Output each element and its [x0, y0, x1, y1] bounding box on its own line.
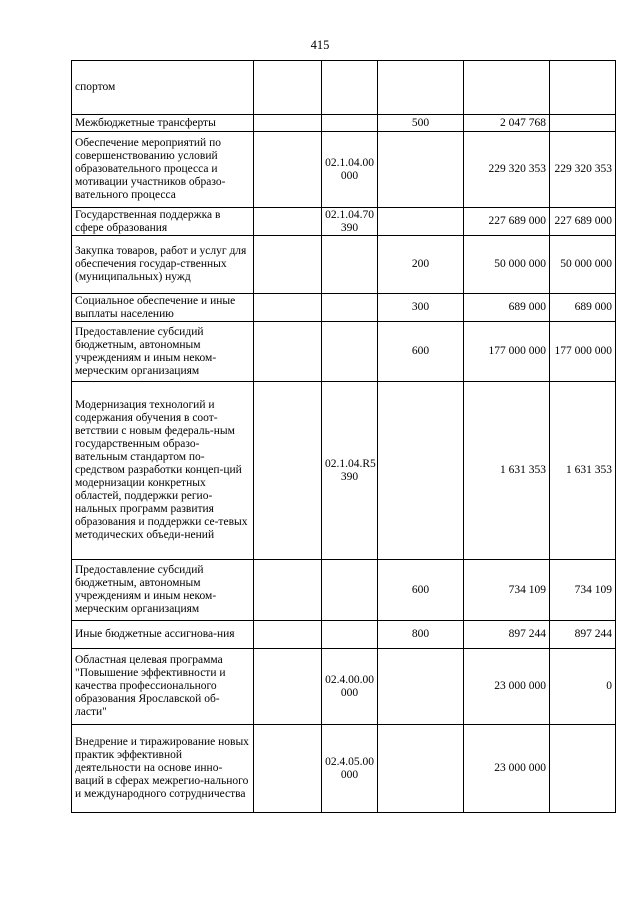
table-row [72, 725, 616, 813]
row-amount2-cell: 229 320 353 [550, 132, 616, 208]
row-name-cell: Государственная поддержка в сфере образования [72, 208, 254, 236]
row-amount1-cell: 897 244 [464, 621, 550, 649]
table-row [72, 621, 616, 649]
row-empty-cell [254, 236, 322, 294]
row-amount1-cell: 23 000 000 [464, 649, 550, 725]
row-code-cell [322, 61, 378, 115]
table-row [72, 294, 616, 322]
row-name-cell: спортом [72, 61, 254, 115]
row-code-cell: 02.4.00.00 000 [322, 649, 378, 725]
budget-table [71, 60, 616, 813]
row-amount1-cell [464, 61, 550, 115]
row-amount1-cell: 2 047 768 [464, 115, 550, 132]
row-code-cell [322, 294, 378, 322]
row-amount1-cell: 50 000 000 [464, 236, 550, 294]
row-name-cell: Предоставление субсидий бюджетным, автономным учреждениям и иным неком-мерческим организациям [72, 322, 254, 382]
table-row [72, 382, 616, 560]
row-empty-cell [254, 61, 322, 115]
row-code-cell [322, 115, 378, 132]
row-amount1-cell: 689 000 [464, 294, 550, 322]
row-type-cell [378, 61, 464, 115]
table-row [72, 132, 616, 208]
row-type-cell: 200 [378, 236, 464, 294]
row-empty-cell [254, 649, 322, 725]
row-amount1-cell: 177 000 000 [464, 322, 550, 382]
table-row [72, 208, 616, 236]
row-name-cell: Предоставление субсидий бюджетным, автономным учреждениям и иным неком-мерческим организациям [72, 560, 254, 621]
row-code-cell: 02.4.05.00 000 [322, 725, 378, 813]
row-type-cell [378, 382, 464, 560]
row-amount2-cell: 177 000 000 [550, 322, 616, 382]
row-name-cell: Модернизация технологий и содержания обучения в соот-ветствии с новым федераль-ным государственным образо-вательным стандартом по-средством разработки концеп-ций модернизации конкретных областей, поддержки регио-нальных программ развития образования и поддержки се-тевых методических объеди-нений [72, 382, 254, 560]
row-code-cell: 02.1.04.00 000 [322, 132, 378, 208]
row-amount2-cell: 734 109 [550, 560, 616, 621]
row-code-cell [322, 560, 378, 621]
row-empty-cell [254, 382, 322, 560]
row-type-cell [378, 649, 464, 725]
row-code-cell: 02.1.04.R5 390 [322, 382, 378, 560]
row-amount2-cell: 227 689 000 [550, 208, 616, 236]
row-empty-cell [254, 132, 322, 208]
table-row [72, 115, 616, 132]
row-empty-cell [254, 294, 322, 322]
page-number: 415 [310, 38, 330, 52]
row-code-cell [322, 621, 378, 649]
row-name-cell: Социальное обеспечение и иные выплаты населению [72, 294, 254, 322]
row-type-cell: 500 [378, 115, 464, 132]
row-amount1-cell: 23 000 000 [464, 725, 550, 813]
row-name-cell: Областная целевая программа "Повышение эффективности и качества профессионального образования Ярославской об-ласти" [72, 649, 254, 725]
row-amount1-cell: 227 689 000 [464, 208, 550, 236]
row-empty-cell [254, 725, 322, 813]
row-code-cell [322, 236, 378, 294]
row-type-cell: 600 [378, 560, 464, 621]
row-amount2-cell: 50 000 000 [550, 236, 616, 294]
row-amount2-cell: 1 631 353 [550, 382, 616, 560]
row-name-cell: Закупка товаров, работ и услуг для обеспечения государ-ственных (муниципальных) нужд [72, 236, 254, 294]
row-name-cell: Обеспечение мероприятий по совершенствованию условий образовательного процесса и мотивации участников образо-вательного процесса [72, 132, 254, 208]
row-amount2-cell: 897 244 [550, 621, 616, 649]
row-type-cell [378, 208, 464, 236]
row-name-cell: Внедрение и тиражирование новых практик эффективной деятельности на основе инно-ваций в сферах межрегио-нального и международного сотрудничества [72, 725, 254, 813]
row-amount2-cell: 0 [550, 649, 616, 725]
row-type-cell: 600 [378, 322, 464, 382]
row-name-cell: Иные бюджетные ассигнова-ния [72, 621, 254, 649]
budget-table-body [72, 61, 616, 813]
table-row [72, 61, 616, 115]
row-amount1-cell: 734 109 [464, 560, 550, 621]
table-row [72, 322, 616, 382]
row-amount2-cell [550, 725, 616, 813]
row-empty-cell [254, 115, 322, 132]
row-empty-cell [254, 560, 322, 621]
row-type-cell [378, 725, 464, 813]
row-empty-cell [254, 208, 322, 236]
row-empty-cell [254, 621, 322, 649]
table-row [72, 560, 616, 621]
row-amount2-cell [550, 115, 616, 132]
row-amount1-cell: 1 631 353 [464, 382, 550, 560]
table-row [72, 649, 616, 725]
row-code-cell: 02.1.04.70 390 [322, 208, 378, 236]
row-code-cell [322, 322, 378, 382]
row-amount2-cell [550, 61, 616, 115]
table-row [72, 236, 616, 294]
row-name-cell: Межбюджетные трансферты [72, 115, 254, 132]
row-type-cell [378, 132, 464, 208]
row-type-cell: 800 [378, 621, 464, 649]
row-type-cell: 300 [378, 294, 464, 322]
row-amount2-cell: 689 000 [550, 294, 616, 322]
row-amount1-cell: 229 320 353 [464, 132, 550, 208]
row-empty-cell [254, 322, 322, 382]
